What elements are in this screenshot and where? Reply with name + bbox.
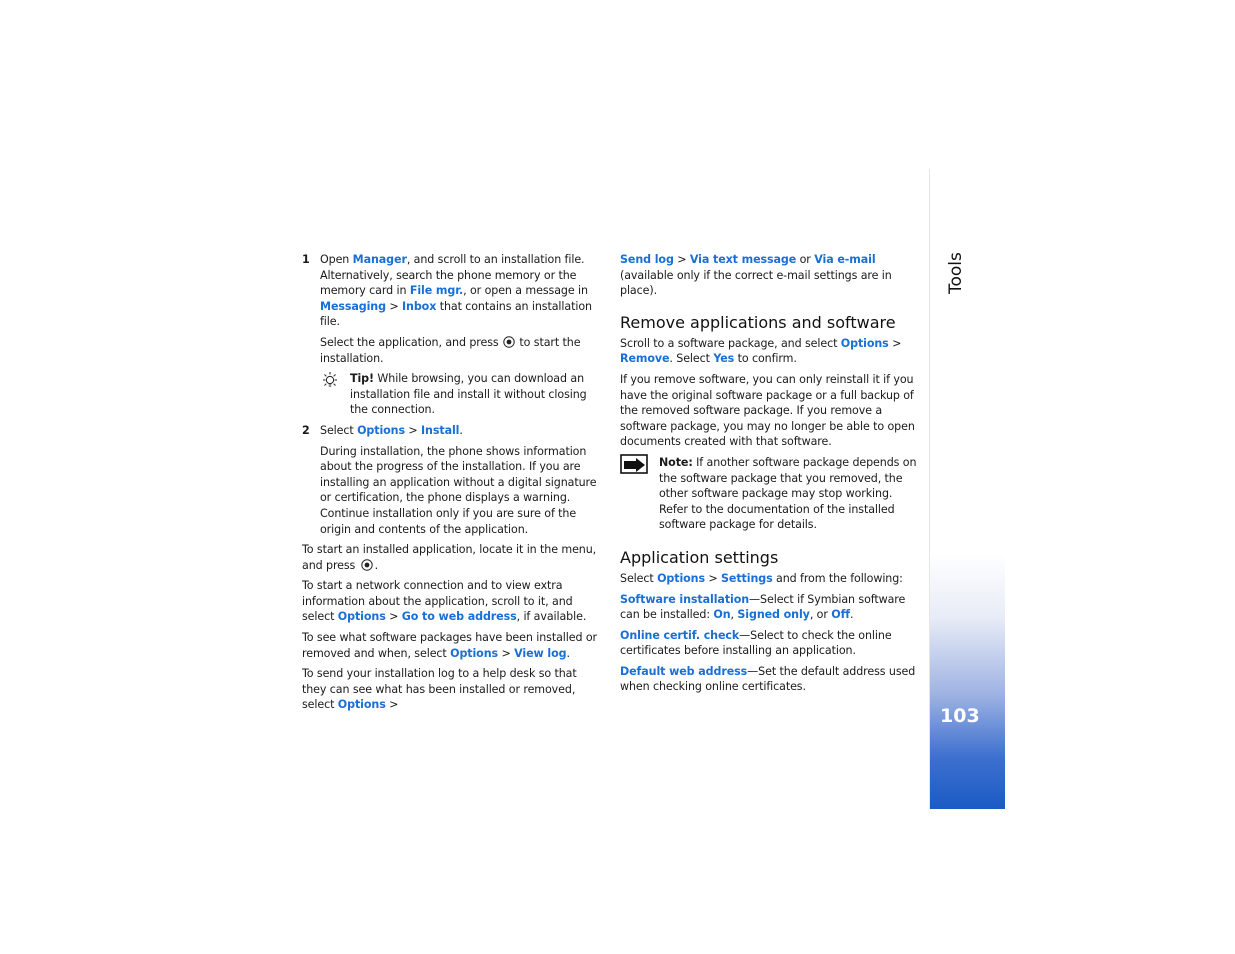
text: > bbox=[498, 646, 515, 660]
text: To see what software packages have been installed or removed and when, select bbox=[302, 631, 597, 660]
software-installation-para bbox=[620, 592, 920, 623]
link-software-installation: Software installation bbox=[620, 592, 750, 606]
send-log-continued bbox=[620, 252, 920, 299]
start-installed-para bbox=[302, 542, 602, 573]
text: > bbox=[673, 253, 690, 266]
text: —Select if Symbian software can be installed: bbox=[620, 592, 906, 622]
text: to confirm. bbox=[734, 352, 797, 366]
text: (available only if the correct e-mail settings are in place). bbox=[620, 268, 892, 298]
text: that contains an installation file. bbox=[320, 299, 592, 329]
text: , if available. bbox=[516, 610, 587, 624]
link-options: Options bbox=[840, 336, 889, 350]
link-yes: Yes bbox=[713, 352, 735, 366]
link-options: Options bbox=[657, 571, 705, 585]
step-2 bbox=[302, 423, 602, 439]
settings-heading: Application settings bbox=[620, 547, 779, 567]
text: . Select bbox=[669, 352, 714, 366]
link-settings: Settings bbox=[721, 571, 773, 585]
text: > bbox=[385, 610, 402, 624]
text: Select bbox=[320, 423, 358, 437]
link-view-log: View log bbox=[514, 646, 567, 660]
link-options: Options bbox=[450, 646, 499, 660]
link-go-to-web-address: Go to web address bbox=[401, 610, 517, 624]
chapter-title-text: Tools bbox=[946, 252, 966, 294]
step-number: 2 bbox=[302, 423, 310, 437]
link-online-certif-check: Online certif. check bbox=[620, 628, 740, 642]
link-default-web-address: Default web address bbox=[620, 664, 748, 678]
lightbulb-tip-icon bbox=[320, 371, 340, 391]
link-remove: Remove bbox=[620, 352, 670, 366]
text: , and scroll to an installation file. Alternatively, search the phone memory or the memory card in bbox=[320, 253, 585, 298]
text: > bbox=[404, 423, 422, 437]
text: , bbox=[730, 608, 738, 622]
text: to start the installation. bbox=[320, 335, 581, 365]
text: > bbox=[888, 336, 902, 350]
tip-text: While browsing, you can download an installation file and install it without closing the connection. bbox=[350, 372, 587, 417]
text: —Set the default address used when checking online certificates. bbox=[620, 664, 916, 694]
settings-para bbox=[620, 571, 920, 587]
note-text: If another software package depends on the software package that you removed, the other software package may stop working. Refer to the documentation of the installed software package for details. bbox=[659, 455, 917, 532]
link-install: Install bbox=[421, 423, 460, 437]
text: Select bbox=[620, 571, 658, 585]
note-box bbox=[620, 455, 920, 533]
text: Scroll to a software package, and select bbox=[620, 336, 841, 350]
text: Select the application, and press bbox=[320, 335, 502, 349]
default-web-para bbox=[620, 664, 920, 695]
send-log-para bbox=[302, 666, 602, 713]
link-manager: Manager bbox=[352, 253, 407, 266]
note-hand-icon bbox=[620, 453, 650, 477]
link-on: On bbox=[713, 608, 731, 622]
remove-para-1 bbox=[620, 336, 920, 367]
text: To start an installed application, locate it in the menu, and press bbox=[302, 543, 597, 572]
text: —Select to check the online certificates before installing an application. bbox=[620, 628, 892, 658]
right-column bbox=[620, 252, 920, 700]
see-installed-para bbox=[302, 630, 602, 661]
link-via-email: Via e-mail bbox=[814, 253, 876, 266]
text: Open bbox=[320, 253, 353, 266]
link-options: Options bbox=[337, 698, 386, 712]
step-1 bbox=[302, 252, 602, 330]
text: . bbox=[566, 646, 570, 660]
link-via-text-message: Via text message bbox=[689, 253, 797, 266]
tip-box bbox=[302, 371, 602, 418]
network-para bbox=[302, 578, 602, 625]
link-options: Options bbox=[337, 610, 386, 624]
text: or bbox=[796, 253, 815, 266]
link-send-log: Send log bbox=[620, 253, 674, 266]
link-options: Options bbox=[357, 423, 405, 437]
left-column bbox=[302, 252, 602, 718]
text: , or open a message in bbox=[463, 284, 588, 298]
text: To start a network connection and to view extra information about the application, scroll to it, and select bbox=[302, 579, 573, 624]
link-inbox: Inbox bbox=[402, 299, 437, 313]
joystick-select-icon bbox=[502, 336, 516, 348]
select-application-para bbox=[302, 335, 602, 366]
text: , or bbox=[809, 608, 832, 622]
link-signed-only: Signed only bbox=[737, 608, 810, 622]
text: > bbox=[704, 571, 722, 585]
remove-heading: Remove applications and software bbox=[620, 312, 896, 332]
online-cert-para bbox=[620, 628, 920, 659]
text: . bbox=[459, 423, 463, 437]
text: . bbox=[850, 608, 854, 622]
chapter-title bbox=[946, 252, 968, 298]
during-installation-para: During installation, the phone shows information about the progress of the installation. If you are installing an application without a digital signature or certification, the phone displays a warning. Continue installation only if you are sure of the origin and contents of the application. bbox=[320, 444, 597, 536]
step-number: 1 bbox=[302, 253, 310, 266]
link-messaging: Messaging bbox=[320, 299, 386, 313]
page-number: 103 bbox=[940, 705, 980, 727]
link-file-mgr: File mgr. bbox=[409, 284, 464, 298]
tip-label: Tip! bbox=[350, 372, 374, 386]
text: . bbox=[374, 558, 379, 572]
joystick-select-icon bbox=[359, 559, 375, 571]
note-label: Note: bbox=[659, 455, 693, 469]
link-off: Off bbox=[831, 608, 851, 622]
text: > bbox=[385, 698, 399, 712]
text: > bbox=[385, 299, 403, 313]
remove-para-2: If you remove software, you can only reinstall it if you have the original software package or a full backup of the removed software package. If you remove a software package, you may no longer be able to open documents created with that software. bbox=[620, 372, 915, 449]
text: and from the following: bbox=[772, 571, 903, 585]
text: To send your installation log to a help desk so that they can see what has been installed or removed, select bbox=[302, 667, 577, 712]
